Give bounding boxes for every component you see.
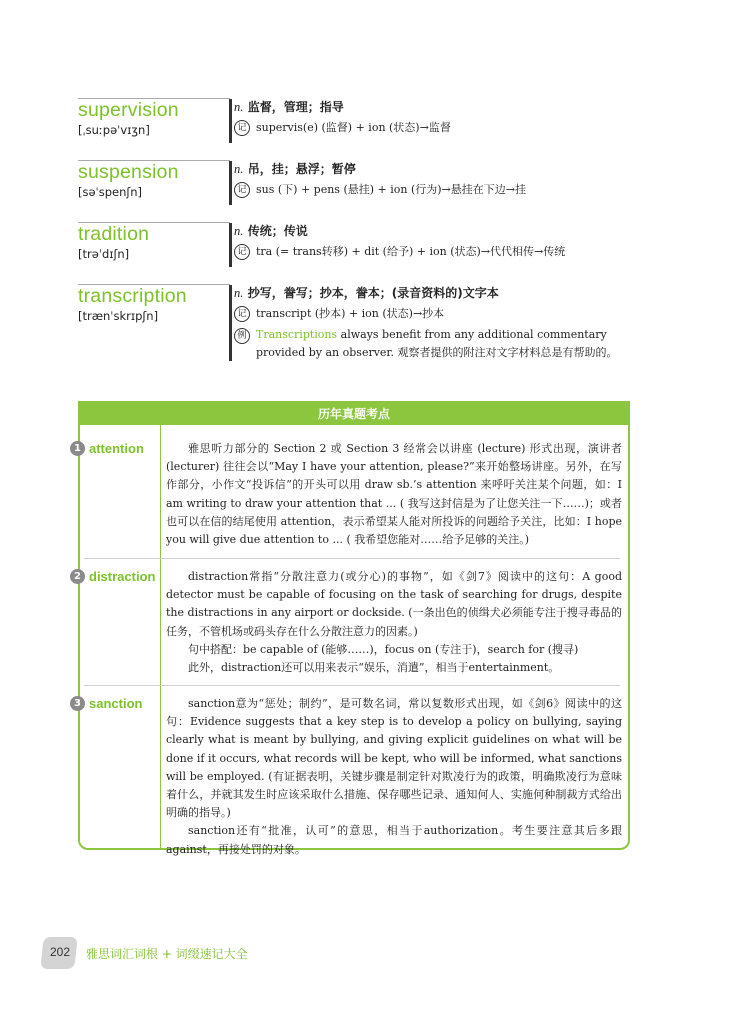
phonetic: [trəˈdɪʃn] bbox=[78, 247, 130, 261]
entry-supervision bbox=[78, 99, 638, 151]
memory-icon: 记 bbox=[234, 120, 250, 136]
part-of-speech: n. bbox=[234, 162, 244, 176]
paragraph: distraction常指“分散注意力(或分心)的事物”，如《剑7》阅读中的这句：A good detector must be capable of focusing on the task of searching for drugs, despite the distractions in any airport or dockside. (一条出色的侦缉犬必须能专注于搜寻毒品的任务，不管机场或码头存在什么分散注意力的因素。) bbox=[166, 570, 622, 638]
section-text bbox=[166, 440, 622, 549]
phonetic: [ˌsuːpəˈvɪʒn] bbox=[78, 123, 150, 137]
column-divider bbox=[160, 425, 161, 848]
section-label bbox=[70, 696, 142, 711]
entry-suspension bbox=[78, 161, 638, 213]
note-text: supervis(e) (监督) + ion (状态)→监督 bbox=[256, 121, 451, 134]
definition bbox=[234, 285, 634, 301]
section-keyword: distraction bbox=[89, 569, 156, 584]
exam-points-box bbox=[74, 401, 630, 856]
phonetic: [trænˈskrɪpʃn] bbox=[78, 309, 159, 323]
section-text bbox=[166, 695, 622, 859]
page-number: 202 bbox=[49, 945, 71, 959]
box-header: 历年真题考点 bbox=[80, 403, 628, 425]
section-keyword: attention bbox=[89, 441, 144, 456]
section-divider bbox=[84, 685, 620, 686]
note-text: transcript (抄本) + ion (状态)→抄本 bbox=[256, 307, 445, 320]
meaning: 监督，管理；指导 bbox=[247, 100, 344, 114]
divider bbox=[229, 99, 232, 143]
book-title: 雅思词汇词根 + 词缀速记大全 bbox=[86, 947, 248, 961]
headword: suspension bbox=[78, 161, 179, 183]
divider bbox=[229, 285, 232, 361]
section-number-badge: 1 bbox=[70, 441, 85, 456]
note-text: tra (= trans转移) + dit (给予) + ion (状态)→代代相传→传统 bbox=[256, 245, 566, 258]
example-highlight: Transcriptions bbox=[256, 328, 338, 341]
paragraph: 此外，distraction还可以用来表示“娱乐，消遣”，相当于entertainment。 bbox=[188, 661, 560, 675]
part-of-speech: n. bbox=[234, 100, 244, 114]
definition bbox=[234, 161, 634, 177]
definition bbox=[234, 99, 634, 115]
headword: tradition bbox=[78, 223, 150, 245]
example-sentence bbox=[234, 326, 634, 362]
section-label bbox=[70, 569, 155, 584]
memory-icon: 记 bbox=[234, 306, 250, 322]
memory-note bbox=[234, 120, 634, 136]
part-of-speech: n. bbox=[234, 286, 244, 300]
entry-transcription bbox=[78, 285, 638, 365]
meaning: 吊，挂；悬浮；暂停 bbox=[247, 162, 356, 176]
phonetic: [səˈspenʃn] bbox=[78, 185, 143, 199]
paragraph: sanction意为“惩处；制约”，是可数名词，常以复数形式出现，如《剑6》阅读中的这句：Evidence suggests that a key step is to develop a policy on bullying, saying clearly what is meant by bullying, and giving explicit guidelines on what will be done if it occurs, what records will be kept, who will be informed, what sanctions will be employed. (有证据表明，关键步骤是制定针对欺凌行为的政策，明确欺凌行为意味着什么，并就其发生时应该采取什么措施、保存哪些记录、通知何人、实施何种制裁方式给出明确的指导。) bbox=[166, 697, 622, 820]
memory-icon: 记 bbox=[234, 244, 250, 260]
paragraph: 句中搭配：be capable of (能够……)，focus on (专注于)，search for (搜寻) bbox=[188, 642, 579, 656]
headword: supervision bbox=[78, 99, 179, 121]
section-number-badge: 3 bbox=[70, 696, 85, 711]
example-icon: 例 bbox=[234, 328, 250, 344]
part-of-speech: n. bbox=[234, 224, 244, 238]
meaning: 传统；传说 bbox=[247, 224, 308, 238]
example-text: always benefit from any additional commentary provided by an observer. 观察者提供的附注对文字材料总是有帮助的。 bbox=[256, 328, 618, 359]
headword: transcription bbox=[78, 285, 187, 307]
paragraph: 雅思听力部分的 Section 2 或 Section 3 经常会以讲座 (lecture) 形式出现，演讲者 (lecturer) 往往会以“May I have your attention, please?”来开始整场讲座。另外，在写作部分，小作文“投诉信”的开头可以用 draw sb.’s attention 来呼吁关注某个问题，如：I am writing to draw your attention that ... ( 我写这封信是为了让您关注一下……)；或者也可以在信的结尾使用 attention，表示希望某人能对所投诉的问题给予关注，比如：I hope you will give due attention to ... ( 我希望您能对……给予足够的关注。) bbox=[166, 442, 622, 547]
paragraph: sanction还有“批准，认可”的意思，相当于authorization。考生要注意其后多跟against，再接处罚的对象。 bbox=[166, 824, 622, 856]
definition bbox=[234, 223, 634, 239]
note-text: sus (下) + pens (悬挂) + ion (行为)→悬挂在下边→挂 bbox=[256, 183, 526, 196]
section-keyword: sanction bbox=[89, 696, 143, 711]
section-number-badge: 2 bbox=[70, 569, 85, 584]
divider bbox=[229, 223, 232, 267]
section-divider bbox=[84, 558, 620, 559]
memory-note bbox=[234, 306, 634, 322]
section-label bbox=[70, 441, 144, 456]
memory-icon: 记 bbox=[234, 182, 250, 198]
memory-note bbox=[234, 244, 634, 260]
memory-note bbox=[234, 182, 634, 198]
meaning: 抄写，誊写；抄本，誊本；(录音资料的)文字本 bbox=[247, 286, 499, 300]
section-text bbox=[166, 568, 622, 677]
entry-tradition bbox=[78, 223, 638, 275]
divider bbox=[229, 161, 232, 205]
